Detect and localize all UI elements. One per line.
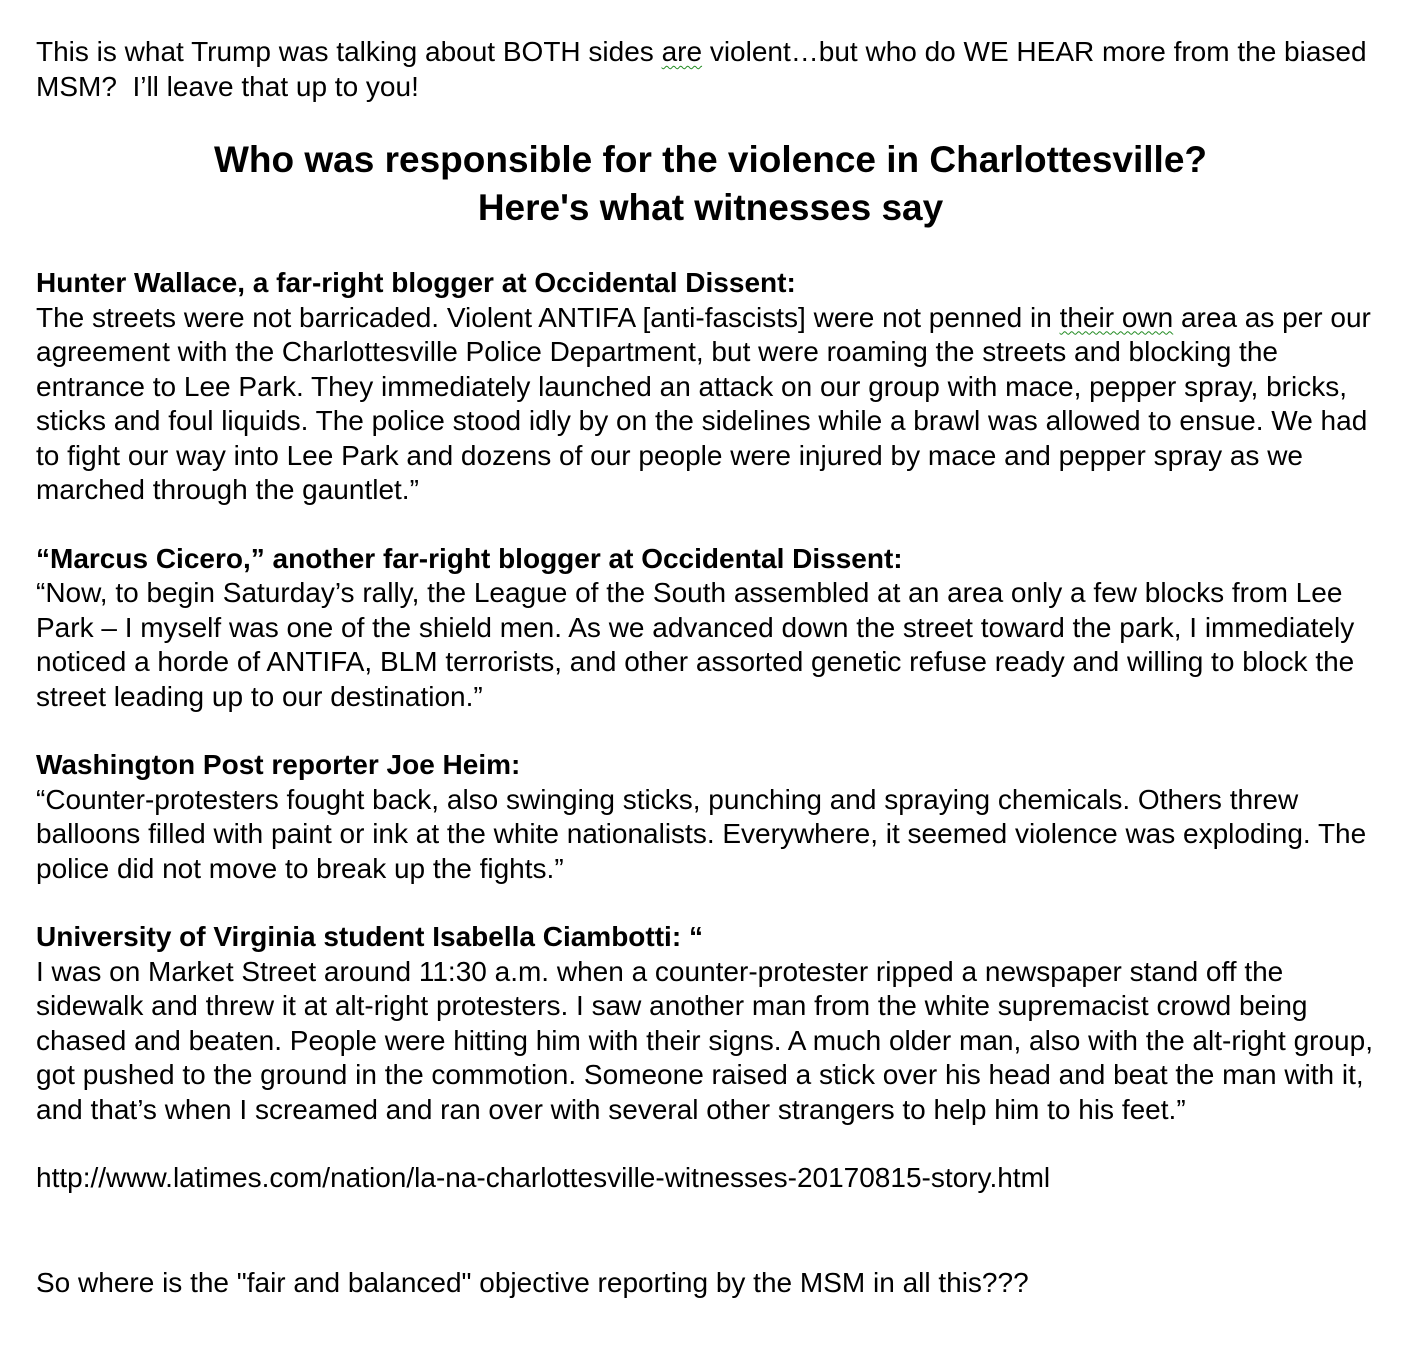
section-joe-heim [36, 748, 1385, 886]
witness-text-post: area as per our agreement with the Charlottesville Police Department, but were roaming the streets and blocking the entrance to Lee Park. They immediately launched an attack on our group with mace, pepper spray, bricks, sticks and foul liquids. The police stood idly by on the sidelines while a brawl was allowed to ensue. We had to fight our way into Lee Park and dozens of our people were injured by mace and pepper spray as we marched through the gauntlet.” [36, 301, 1379, 505]
section-hunter-wallace [36, 266, 1385, 508]
section-isabella-ciambotti [36, 920, 1385, 1127]
closing-question: So where is the "fair and balanced" objective reporting by the MSM in all this??? [36, 1266, 1029, 1298]
section-paragraph: “Counter-protesters fought back, also swinging sticks, punching and spraying chemicals. Others threw balloons filled with paint or ink at the white nationalists. Everywhere, it seemed violence was exploding. The police did not move to break up the fights.” [36, 783, 1374, 884]
section-header: Washington Post reporter Joe Heim: [36, 749, 521, 780]
section-header: Hunter Wallace, a far-right blogger at Occidental Dissent: [36, 267, 796, 298]
intro-paragraph [36, 35, 1385, 104]
witness-text-pre: The streets were not barricaded. Violent ANTIFA [anti-fascists] were not penned in [36, 301, 1060, 333]
spellcheck-marked-word: are [661, 36, 703, 67]
heading-line-2: Here's what witnesses say [477, 187, 944, 228]
intro-text-pre: This is what Trump was talking about BOTH sides [36, 36, 662, 67]
spellcheck-marked-phrase: their own [1059, 301, 1174, 333]
intro-text-post: violent…but who do WE HEAR more from the biased MSM? I’ll leave that up to you! [36, 36, 1375, 102]
section-paragraph [36, 301, 1385, 508]
section-marcus-cicero [36, 542, 1385, 715]
section-paragraph: “Now, to begin Saturday’s rally, the League of the South assembled at an area only a few blocks from Lee Park – I myself was one of the shield men. As we advanced down the street toward the park, I immediately noticed a horde of ANTIFA, BLM terrorists, and other assorted genetic refuse ready and willing to block the street leading up to our destination.” [36, 577, 1363, 712]
section-paragraph: I was on Market Street around 11:30 a.m. when a counter-protester ripped a newspaper stand off the sidewalk and threw it at alt-right protesters. I saw another man from the white supremacist crowd being chased and beaten. People were hitting him with their signs. A much older man, also with the alt-right group, got pushed to the ground in the commotion. Someone raised a stick over his head and beat the man with it, and that’s when I screamed and ran over with several other strangers to help him to his feet.” [36, 955, 1381, 1125]
source-url: http://www.latimes.com/nation/la-na-charlottesville-witnesses-20170815-story.html [36, 1162, 1051, 1193]
section-header: “Marcus Cicero,” another far-right blogger at Occidental Dissent: [36, 542, 903, 574]
main-heading [36, 136, 1385, 232]
section-header: University of Virginia student Isabella Ciambotti: “ [36, 921, 703, 952]
heading-line-1: Who was responsible for the violence in Charlottesville? [213, 139, 1208, 180]
